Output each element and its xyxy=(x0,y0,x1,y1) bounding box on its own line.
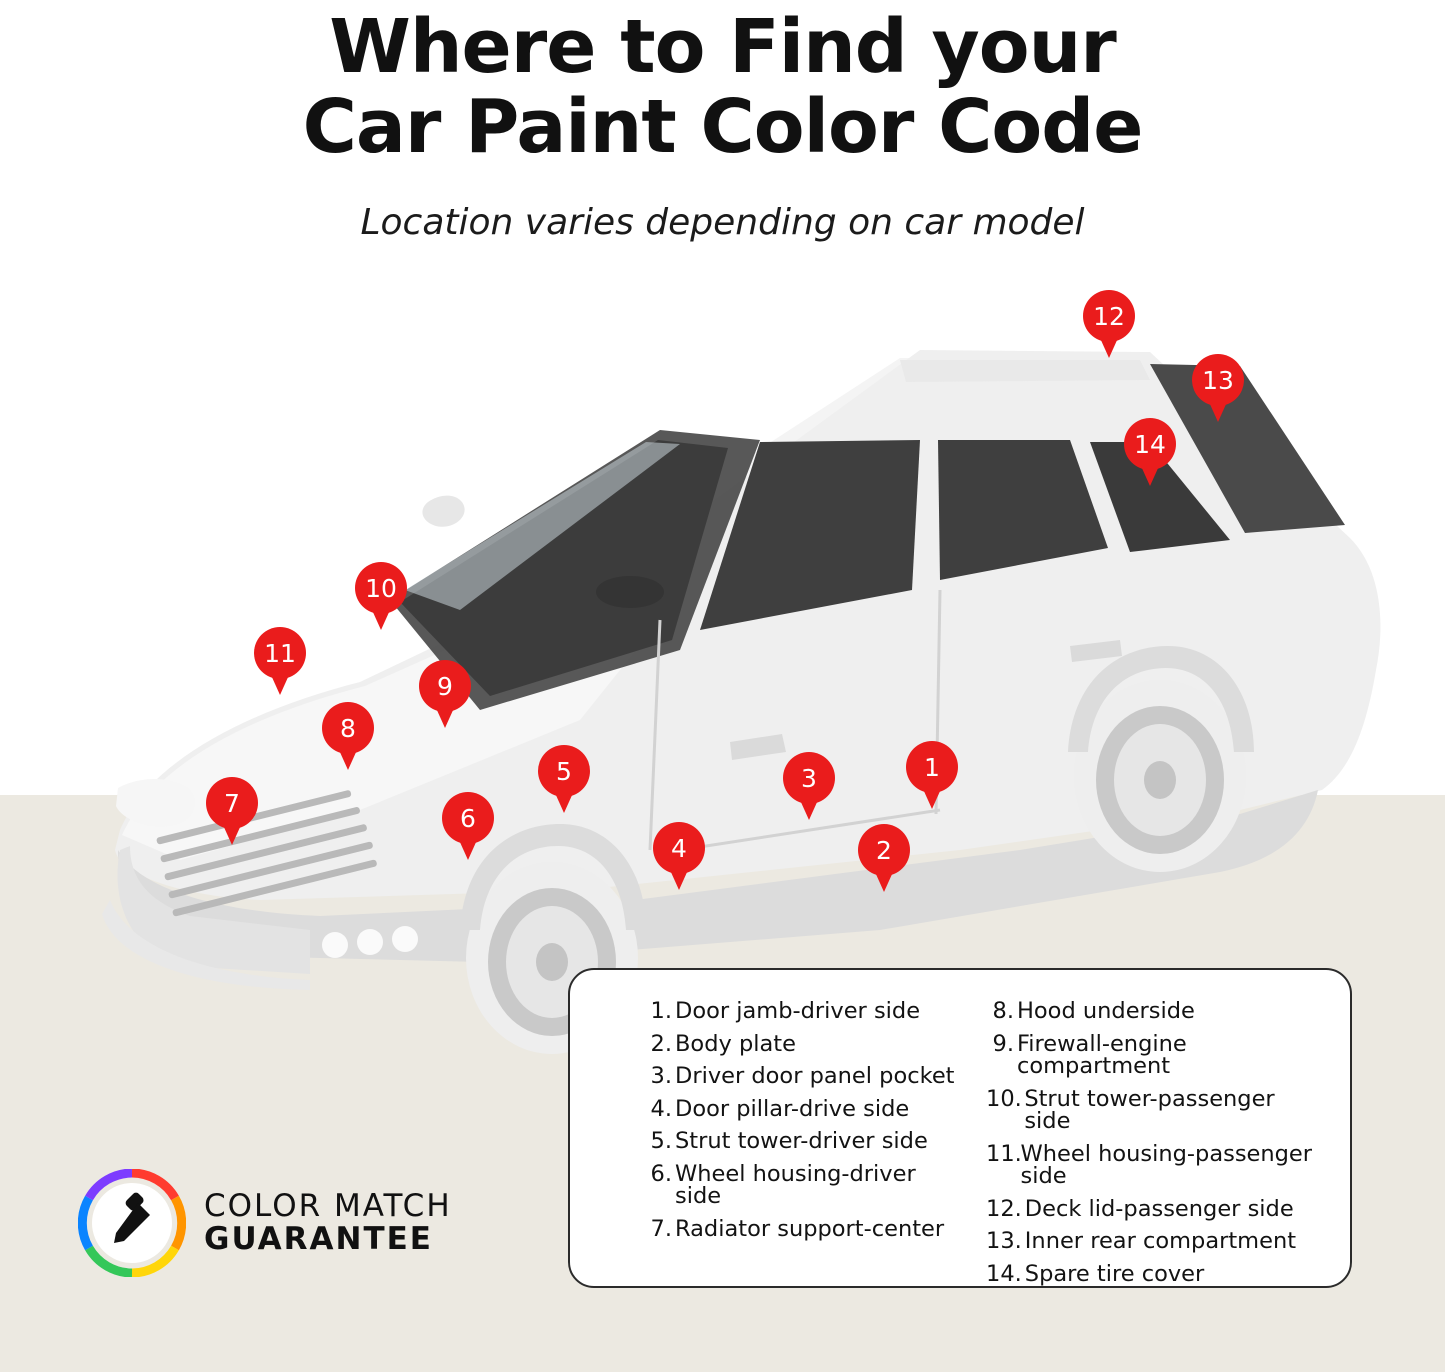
legend-label: Wheel housing-passenger side xyxy=(1020,1140,1313,1189)
legend-number: 3. xyxy=(650,1063,672,1089)
marker-14[interactable]: 14 xyxy=(1124,418,1176,470)
legend-number: 6. xyxy=(650,1160,672,1187)
legend-column-left xyxy=(596,1000,956,1266)
legend-label: Deck lid-passenger side xyxy=(1024,1195,1294,1222)
marker-6[interactable]: 6 xyxy=(442,792,494,844)
page-subtitle: Location varies depending on car model xyxy=(360,201,1085,243)
legend-number: 8. xyxy=(992,998,1014,1024)
marker-13[interactable]: 13 xyxy=(1192,354,1244,406)
legend-label: Driver door panel pocket xyxy=(675,1063,955,1089)
legend-label: Strut tower-driver side xyxy=(675,1128,928,1154)
marker-4[interactable]: 4 xyxy=(653,822,705,874)
legend-item xyxy=(956,1085,1324,1134)
legend-label: Radiator support-center xyxy=(675,1215,945,1242)
legend-item xyxy=(596,1095,956,1122)
legend-item xyxy=(956,1030,1324,1079)
legend-number: 14. xyxy=(986,1260,1022,1287)
legend-label: Spare tire cover xyxy=(1024,1260,1205,1287)
color-wheel-eyedropper-icon xyxy=(78,1169,186,1277)
legend-item xyxy=(596,1215,956,1242)
marker-1[interactable]: 1 xyxy=(906,741,958,793)
marker-5[interactable]: 5 xyxy=(538,745,590,797)
legend-number: 9. xyxy=(992,1030,1014,1057)
brand-line-2: GUARANTEE xyxy=(204,1221,433,1257)
legend-item xyxy=(596,1030,956,1057)
legend-number: 2. xyxy=(650,1030,672,1057)
legend-number: 10. xyxy=(986,1085,1022,1112)
legend-label: Strut tower-passenger side xyxy=(1024,1085,1275,1134)
legend-label: Hood underside xyxy=(1017,998,1195,1024)
legend-item xyxy=(596,1160,956,1209)
legend-number: 5. xyxy=(650,1128,672,1154)
legend-number: 11. xyxy=(986,1140,1022,1167)
marker-7[interactable]: 7 xyxy=(206,777,258,829)
header xyxy=(0,0,1445,243)
legend-column-right xyxy=(956,998,1324,1287)
legend-number: 12. xyxy=(986,1195,1022,1222)
legend-number: 4. xyxy=(650,1095,672,1122)
legend-item xyxy=(596,1130,956,1153)
legend-item xyxy=(596,1065,956,1088)
legend-item xyxy=(956,1195,1324,1222)
legend-item xyxy=(956,1260,1324,1287)
car-illustration xyxy=(60,290,1390,1070)
marker-11[interactable]: 11 xyxy=(254,627,306,679)
legend-item xyxy=(956,1140,1324,1189)
brand-text xyxy=(204,1190,452,1255)
legend-label: Door jamb-driver side xyxy=(675,998,921,1024)
legend-label: Body plate xyxy=(675,1030,796,1057)
legend-number: 1. xyxy=(650,998,672,1024)
page-title xyxy=(173,4,1273,170)
legend-label: Inner rear compartment xyxy=(1024,1228,1297,1254)
legend-label: Door pillar-drive side xyxy=(675,1095,910,1122)
title-line-2: Car Paint Color Code xyxy=(302,83,1143,170)
marker-12[interactable]: 12 xyxy=(1083,290,1135,342)
legend-label: Firewall-engine compartment xyxy=(1017,1030,1187,1079)
legend-item xyxy=(596,1000,956,1023)
marker-8[interactable]: 8 xyxy=(322,702,374,754)
brand-line-1: COLOR MATCH xyxy=(204,1188,452,1225)
legend-label: Wheel housing-driver side xyxy=(675,1160,916,1209)
marker-3[interactable]: 3 xyxy=(783,752,835,804)
legend-item xyxy=(956,1000,1324,1023)
brand-lockup xyxy=(78,1168,498,1278)
marker-10[interactable]: 10 xyxy=(355,562,407,614)
marker-2[interactable]: 2 xyxy=(858,824,910,876)
legend-number: 13. xyxy=(986,1228,1022,1254)
marker-9[interactable]: 9 xyxy=(419,660,471,712)
legend-item xyxy=(956,1230,1324,1253)
legend-box xyxy=(568,968,1352,1288)
legend-number: 7. xyxy=(650,1215,672,1242)
title-line-1: Where to Find your xyxy=(329,4,1116,90)
